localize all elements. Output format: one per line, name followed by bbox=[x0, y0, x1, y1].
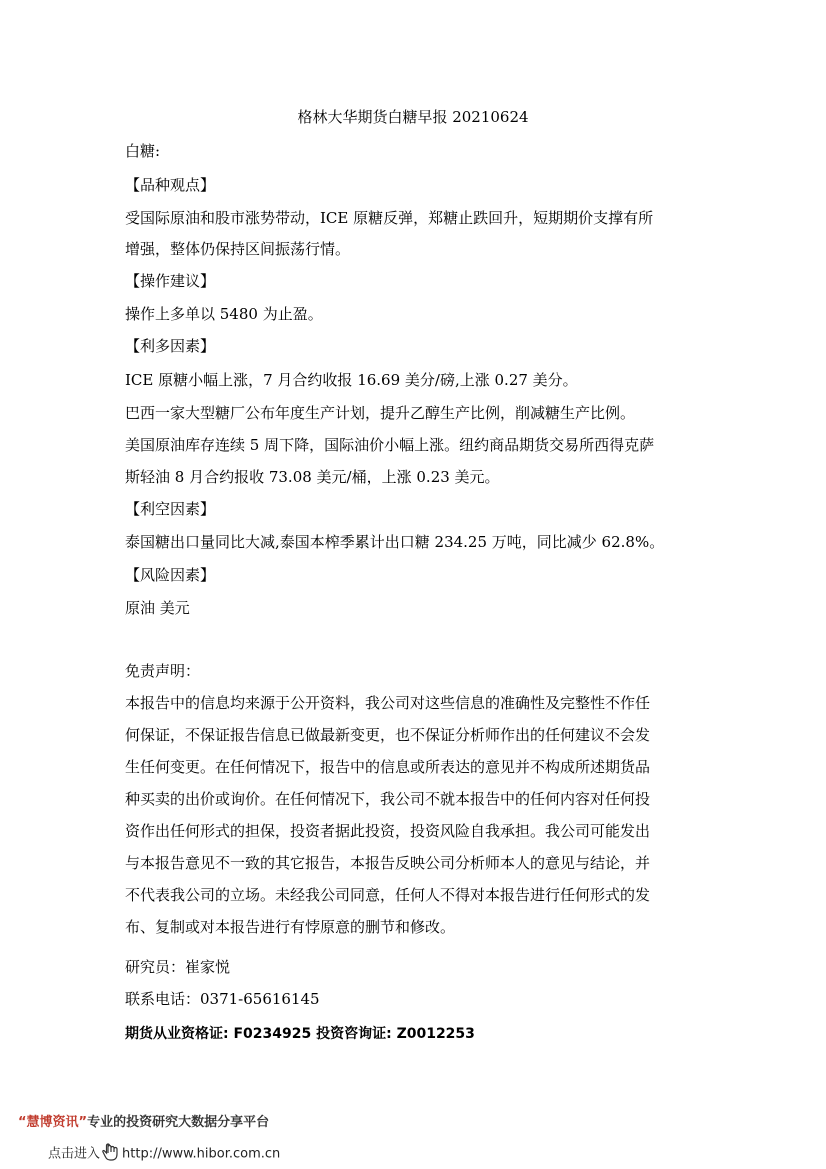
contact-phone: 联系电话：0371-65616145 bbox=[125, 990, 320, 1008]
footer-tagline: 专业的投资研究大数据分享平台 bbox=[87, 1115, 270, 1130]
view-text-line: 受国际原油和股市涨势带动，ICE 原糖反弹，郑糖止跌回升，短期期价支撑有所 bbox=[125, 209, 654, 227]
disclaimer-line: 生任何变更。在任何情况下，报告中的信息或所表达的意见并不构成所述期货品 bbox=[125, 758, 651, 776]
risk-heading: 【风险因素】 bbox=[125, 566, 216, 584]
disclaimer-line: 不代表我公司的立场。未经我公司同意，任何人不得对本报告进行任何形式的发 bbox=[125, 886, 651, 904]
bearish-text-line: 泰国糖出口量同比大减,泰国本榨季累计出口糖 234.25 万吨，同比减少 62.8%。 bbox=[125, 533, 665, 551]
bearish-heading: 【利空因素】 bbox=[125, 500, 216, 518]
commodity-label: 白糖: bbox=[125, 142, 161, 160]
footer-url-link[interactable]: http://www.hibor.com.cn bbox=[122, 1146, 281, 1162]
advice-heading: 【操作建议】 bbox=[125, 272, 216, 290]
disclaimer-line: 与本报告意见不一致的其它报告，本报告反映公司分析师本人的意见与结论，并 bbox=[125, 854, 651, 872]
risk-text-line: 原油 美元 bbox=[125, 599, 190, 617]
footer-brand: “慧博资讯” bbox=[18, 1115, 88, 1130]
disclaimer-line: 本报告中的信息均来源于公开资料，我公司对这些信息的准确性及完整性不作任 bbox=[125, 694, 651, 712]
disclaimer-heading: 免责声明： bbox=[125, 662, 201, 680]
disclaimer-line: 何保证，不保证报告信息已做最新变更，也不保证分析师作出的任何建议不会发 bbox=[125, 726, 651, 744]
license-numbers: 期货从业资格证: F0234925 投资咨询证: Z0012253 bbox=[125, 1026, 475, 1042]
pointing-hand-icon bbox=[102, 1142, 120, 1166]
disclaimer-line: 种买卖的出价或询价。在任何情况下，我公司不就本报告中的任何内容对任何投 bbox=[125, 790, 651, 808]
disclaimer-line: 资作出任何形式的担保，投资者据此投资，投资风险自我承担。我公司可能发出 bbox=[125, 822, 651, 840]
report-title: 格林大华期货白糖早报 20210624 bbox=[297, 108, 529, 126]
hibor-footer bbox=[0, 1106, 400, 1166]
footer-link-line[interactable] bbox=[48, 1142, 280, 1166]
bullish-text-line: 美国原油库存连续 5 周下降，国际油价小幅上涨。纽约商品期货交易所西得克萨 bbox=[125, 436, 655, 454]
bullish-text-line: 巴西一家大型糖厂公布年度生产计划，提升乙醇生产比例，削减糖生产比例。 bbox=[125, 404, 636, 422]
view-text-line: 增强，整体仍保持区间振荡行情。 bbox=[125, 240, 351, 258]
advice-text-line: 操作上多单以 5480 为止盈。 bbox=[125, 305, 323, 323]
footer-enter-label[interactable]: 点击进入 bbox=[48, 1146, 101, 1162]
view-heading: 【品种观点】 bbox=[125, 176, 216, 194]
researcher-name: 研究员：崔家悦 bbox=[125, 958, 231, 976]
footer-brand-line bbox=[18, 1111, 269, 1130]
bullish-text-line: ICE 原糖小幅上涨，7 月合约收报 16.69 美分/磅,上涨 0.27 美分。 bbox=[125, 371, 578, 389]
disclaimer-line: 布、复制或对本报告进行有悖原意的删节和修改。 bbox=[125, 918, 456, 936]
bullish-heading: 【利多因素】 bbox=[125, 337, 216, 355]
bullish-text-line: 斯轻油 8 月合约报收 73.08 美元/桶，上涨 0.23 美元。 bbox=[125, 468, 500, 486]
